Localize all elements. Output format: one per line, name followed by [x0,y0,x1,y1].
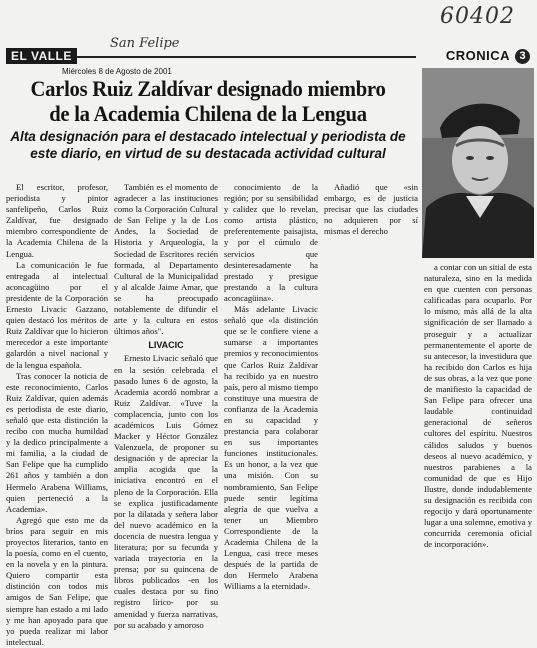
portrait-photo [422,68,534,258]
handwritten-place-note: San Felipe [110,36,180,51]
paragraph: Ernesto Livacic señaló que en la sesión celebrada el pasado lunes 6 de agosto, la Academia acordó nombrar a Ruiz Zaldívar. «Tuve la complacencia, junto con los académicos Luis Gómez Macker y Héctor González Valenzuela, de proponer su designación y de apreciar la amplia acogida que la iniciativa encontró en el pleno de la Corporación. Ella se explica justificadamente por la dilatada y señera labor del nuevo académico en la docencia de nuestra lengua y literatura; por su fecunda y variada trayectoria en la prensa; por su quincena de libros publicados -en los cuales destaca por su fino registro lírico- por su amenidad y fuerza narrativas, por su acabado y amoroso [114,353,218,630]
page-number-badge: 3 [515,49,530,64]
article-column-1 [6,182,108,647]
article-column-5 [424,262,532,596]
newspaper-logo: EL VALLE [6,48,77,64]
handwritten-archive-number: 60402 [440,4,515,29]
paragraph: La comunicación le fue entregada al intelectual aconcagüino por el presidente de la Corporación Ernesto Livacic Gazzano, quien destacó los méritos de Ruiz Zaldívar que lo hicieron merecedor a este importante galardón a nivel nacional y de la lengua española. [6,259,108,370]
article-column-2 [114,182,218,630]
dateline: Miércoles 8 de Agosto de 2001 [62,67,172,76]
paragraph: Más adelante Livacic señaló que «la distinción que se le confiere viene a sumarse a importantes premios y reconocimientos que Carlos Ruiz Zaldívar ha recibido ya en nuestro país, pero al mismo tiempo constituye una muestra de confianza de la Academia en su capacidad y prestancia para colaborar en sus importantes funciones institucionales. Es un honor, a la vez que una misión. Con su nombramiento, San Felipe puede sentir legítima alegría de que vuelva a tener un Miembro Correspondiente de la Academia Chilena de la Lengua, casi trece meses después de la partida de don Hermelo Arabena Williams a la eternidad». [224,304,318,592]
article-headline: Carlos Ruiz Zaldívar designado miembro de la Academia Chilena de la Lengua [30,76,386,126]
paragraph: También es el momento de agradecer a las instituciones como la Corporación Cultural de San Felipe y la de Los Andes, la Sociedad de Historia y Arqueología, la Sociedad de Escritores recién formada, al Departamento Cultural de la Municipalidad y al alcalde Jaime Amar, que se ha preocupado notablemente de difundir el arte y la cultura en estos últimos años". [114,182,218,337]
paragraph: El escritor, profesor, periodista y pintor sanfelipeño, Carlos Ruiz Zaldívar, fue designado miembro correspondiente de la Academia Chilena de la Lengua. [6,182,108,259]
masthead [6,48,532,66]
crosshead: LIVACIC [148,340,184,351]
paragraph: Tras conocer la noticia de este reconocimiento, Carlos Ruiz Zaldívar, quien además es periodista de este diario, señaló que esta distinción la recibo con mucha humildad y la dedico principalmente a mi familia, a la ciudad de San Felipe que ha cumplido 261 años y también a don Hermelo Arabena Williams, quien perteneció a la Academia». [6,370,108,514]
article-column-4 [324,182,418,596]
paragraph: Añadió que «sin embargo, es de justicia precisar que las ciudades no adquieren por sí mismas el derecho [324,182,418,237]
article-column-3 [224,182,318,596]
paragraph: a contar con un sitial de esta naturaleza, sino en la medida en que cuenten con personas calificadas para ocuparlo. Por lo mismo, más allá de la alta significación de ser llamado a proseguir y a actualizar permanentemente el aporte de su antecesor, la investidura que ha recibido don Carlos es hija de sus obras, a la vez que pone de manifiesto la capacidad de San Felipe para ofrecer una laudable continuidad generacional de señeros cultores del espíritu. Nuestros cálidos saludos y buenos deseos al nuevo académico, y nuestros parabienes a la comunidad de que es Hijo Ilustre, donde indudablemente su designación es recibida con regocijo y dará oportunamente lugar a una solemne, emotiva y concurrida ceremonia oficial de incorporación». [424,262,532,550]
paragraph: conocimiento de la región; por su sensibilidad y calidez que lo revelan, como artista plástico, preferentemente paisajista, y por el cúmulo de servicios que desinteresadamente ha prestado y presigue prestando a la cultura aconcagüina». [224,182,318,303]
masthead-divider [76,56,416,58]
article-subhead: Alta designación para el destacado intelectual y periodista de este diario, en virtud de su destacada actividad cultural [10,129,406,161]
paragraph: Agregó que esto me da bríos para seguir en mis proyectos literarios, tanto en la poesía, como en el cuento, en la novela y en la pintura. Quiero compartir esta distinción con todos mis amigos de San Felipe, que siempre han estado a mi lado y me han apoyado para que yo pueda realizar mi labor intelectual. [6,514,108,647]
section-title: CRONICA [445,48,510,63]
